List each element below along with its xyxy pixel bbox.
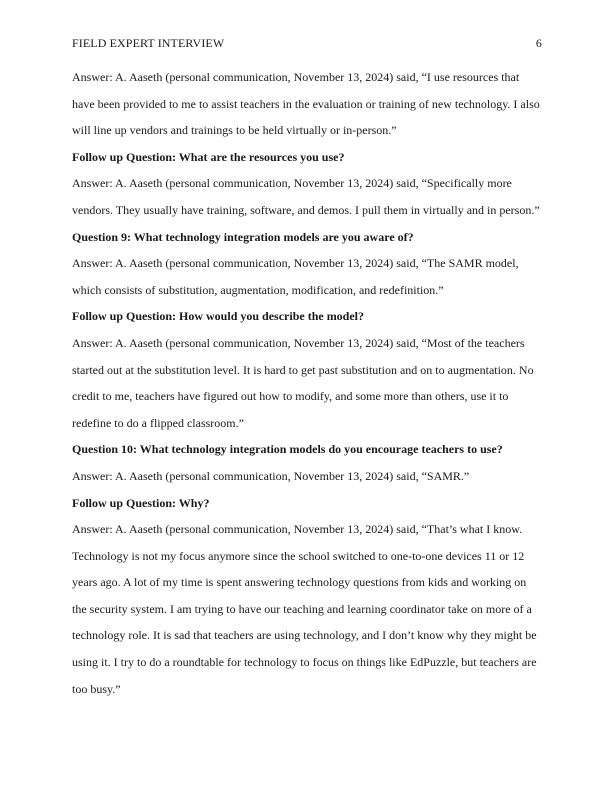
answer-paragraph: Answer: A. Aaseth (personal communication, November 13, 2024) said, “Most of the teachers started out at the substitution level. It is hard to get past substitution and on to augmentation. No credit to me, teachers have figured out how to modify, and some more than others, use it to redefine to do a flipped classroom.”: [72, 335, 534, 430]
answer-paragraph: Answer: A. Aaseth (personal communication, November 13, 2024) said, “That’s what I know. Technology is not my focus anymore since the school switched to one-to-one devices 11 or 12 years ago. A lot of my time is spent answering technology questions from kids and working on the security system. I am trying to have our teaching and learning coordinator take on more of a technology role. It is sad that teachers are using technology, and I don’t know why they might be using it. I try to do a roundtable for technology to focus on things like EdPuzzle, but teachers are too busy.”: [72, 522, 537, 696]
question-heading: Follow up Question: Why?: [72, 495, 210, 510]
page-number: 6: [535, 36, 542, 50]
answer-paragraph: Answer: A. Aaseth (personal communication, November 13, 2024) said, “I use resources that have been provided to me to assist teachers in the evaluation or training of new technology. I also will line up vendors and trainings to be held virtually or in-person.”: [72, 70, 540, 138]
document-body: [72, 64, 542, 702]
question-heading: Question 10: What technology integration models do you encourage teachers to use?: [72, 442, 503, 457]
question-heading: Follow up Question: How would you describe the model?: [72, 309, 365, 324]
answer-paragraph: Answer: A. Aaseth (personal communication, November 13, 2024) said, “Specifically more vendors. They usually have training, software, and demos. I pull them in virtually and in person.”: [72, 176, 540, 217]
question-heading: Question 9: What technology integration models are you aware of?: [72, 229, 414, 244]
answer-paragraph: Answer: A. Aaseth (personal communication, November 13, 2024) said, “The SAMR model, which consists of substitution, augmentation, modification, and redefinition.”: [72, 256, 519, 297]
running-header: [72, 34, 542, 52]
answer-paragraph: Answer: A. Aaseth (personal communication, November 13, 2024) said, “SAMR.”: [72, 468, 470, 483]
question-heading: Follow up Question: What are the resources you use?: [72, 149, 345, 164]
header-title: FIELD EXPERT INTERVIEW: [72, 36, 225, 50]
